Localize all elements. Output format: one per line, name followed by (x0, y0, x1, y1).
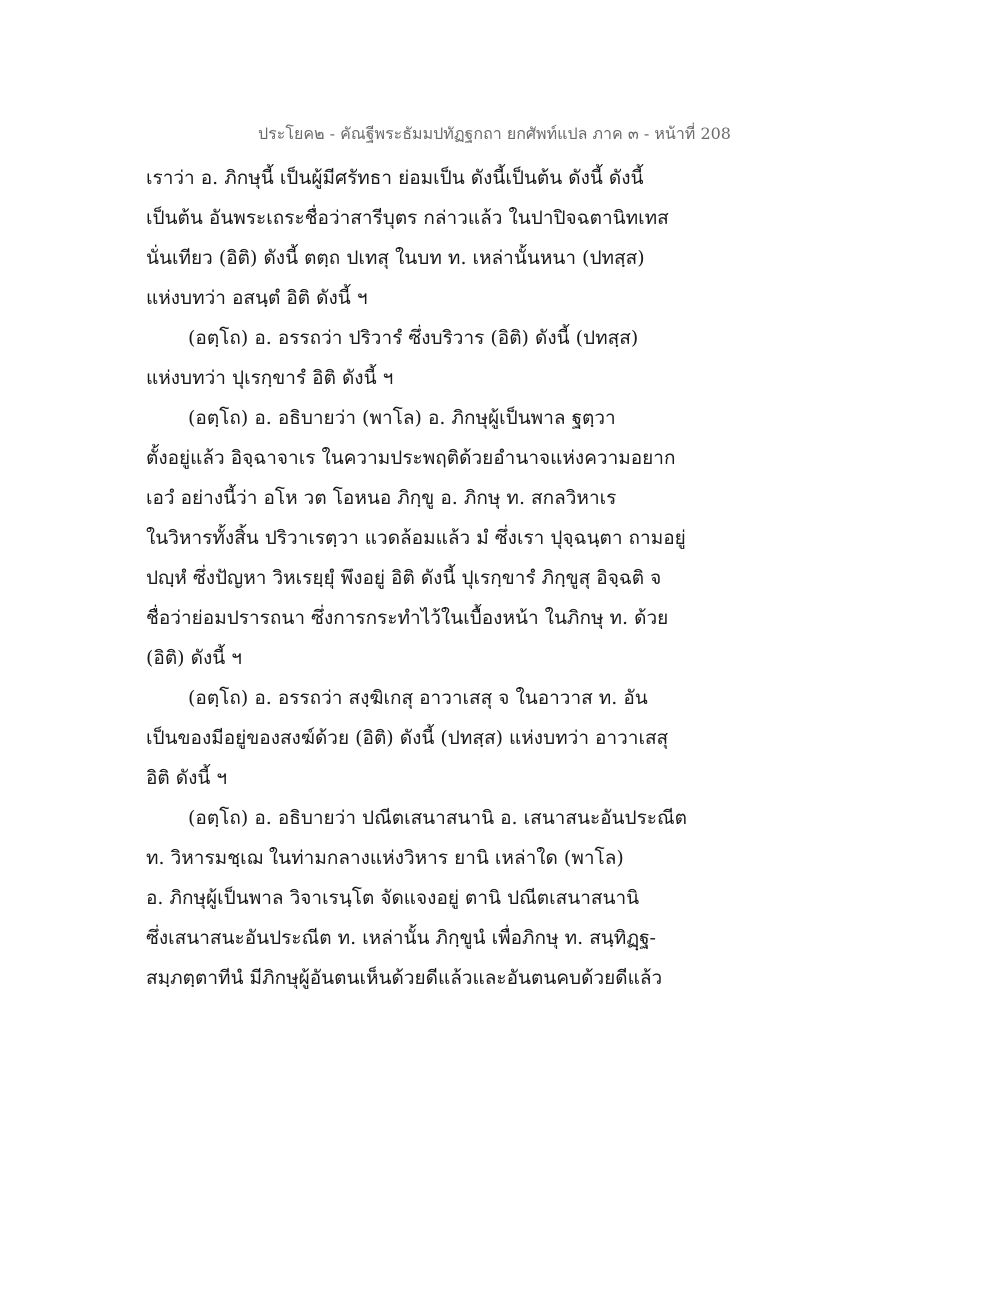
text-line: นั่นเทียว (อิติ) ดังนี้ ตตฺถ ปเทสุ ในบท ท. เหล่านั้นหนา (ปทสฺส) (146, 247, 645, 269)
paragraph-first-line: (อตฺโถ) อ. อธิบายว่า ปณีตเสนาสนานิ อ. เสนาสนะอันประณีต (188, 807, 687, 829)
text-line: เราว่า อ. ภิกษุนี้ เป็นผู้มีศรัทธา ย่อมเป็น ดังนี้เป็นต้น ดังนี้ ดังนี้ (146, 167, 644, 189)
paragraph-first-line: (อตฺโถ) อ. อธิบายว่า (พาโล) อ. ภิกษุผู้เป็นพาล ฐตฺวา (188, 407, 616, 429)
text-line: ซึ่งเสนาสนะอันประณีต ท. เหล่านั้น ภิกฺขูนํ เพื่อภิกษุ ท. สนฺทิฏฺฐ- (146, 927, 656, 949)
text-line: ชื่อว่าย่อมปรารถนา ซึ่งการกระทำไว้ในเบื้องหน้า ในภิกษุ ท. ด้วย (146, 607, 669, 629)
text-line: เป็นต้น อันพระเถระชื่อว่าสารีบุตร กล่าวแล้ว ในปาปิจฉตานิทเทส (146, 207, 669, 229)
text-line: แห่งบทว่า ปุเรกฺขารํ อิติ ดังนี้ ฯ (146, 367, 394, 389)
body-text (146, 158, 866, 998)
text-line: เป็นของมีอยู่ของสงฆ์ด้วย (อิติ) ดังนี้ (ปทสฺส) แห่งบทว่า อาวาเสสุ (146, 727, 669, 749)
text-line: ปญฺหํ ซึ่งปัญหา วิหเรยฺยุํ พึงอยู่ อิติ ดังนี้ ปุเรกฺขารํ ภิกฺขูสุ อิจฺฉติ จ (146, 567, 662, 589)
text-line: ในวิหารทั้งสิ้น ปริวาเรตฺวา แวดล้อมแล้ว มํ ซึ่งเรา ปุจฺฉนฺตา ถามอยู่ (146, 527, 686, 549)
text-line: ตั้งอยู่แล้ว อิจฺฉาจาเร ในความประพฤติด้วยอำนาจแห่งความอยาก (146, 447, 676, 469)
paragraph-first-line: (อตฺโถ) อ. อรรถว่า สงฺฆิเกสุ อาวาเสสุ จ ในอาวาส ท. อัน (188, 687, 648, 709)
text-line: เอวํ อย่างนี้ว่า อโห วต โอหนอ ภิกฺขู อ. ภิกษุ ท. สกลวิหาเร (146, 487, 617, 509)
text-line: ท. วิหารมชฺเฌ ในท่ามกลางแห่งวิหาร ยานิ เหล่าใด (พาโล) (146, 847, 624, 869)
running-header: ประโยค๒ - คัณฐีพระธัมมปทัฏฐกถา ยกศัพท์แปล ภาค ๓ - หน้าที่ 208 (258, 124, 731, 143)
paragraph-first-line: (อตฺโถ) อ. อรรถว่า ปริวารํ ซึ่งบริวาร (อิติ) ดังนี้ (ปทสฺส) (188, 327, 639, 349)
text-line: สมฺภตฺตาทีนํ มีภิกษุผู้อันตนเห็นด้วยดีแล้วและอันตนคบด้วยดีแล้ว (146, 967, 663, 989)
text-line: แห่งบทว่า อสนฺตํ อิติ ดังนี้ ฯ (146, 287, 368, 309)
text-line: (อิติ) ดังนี้ ฯ (146, 647, 242, 669)
text-line: อ. ภิกษุผู้เป็นพาล วิจาเรนฺโต จัดแจงอยู่ ตานิ ปณีตเสนาสนานิ (146, 887, 640, 909)
text-line: อิติ ดังนี้ ฯ (146, 767, 228, 789)
